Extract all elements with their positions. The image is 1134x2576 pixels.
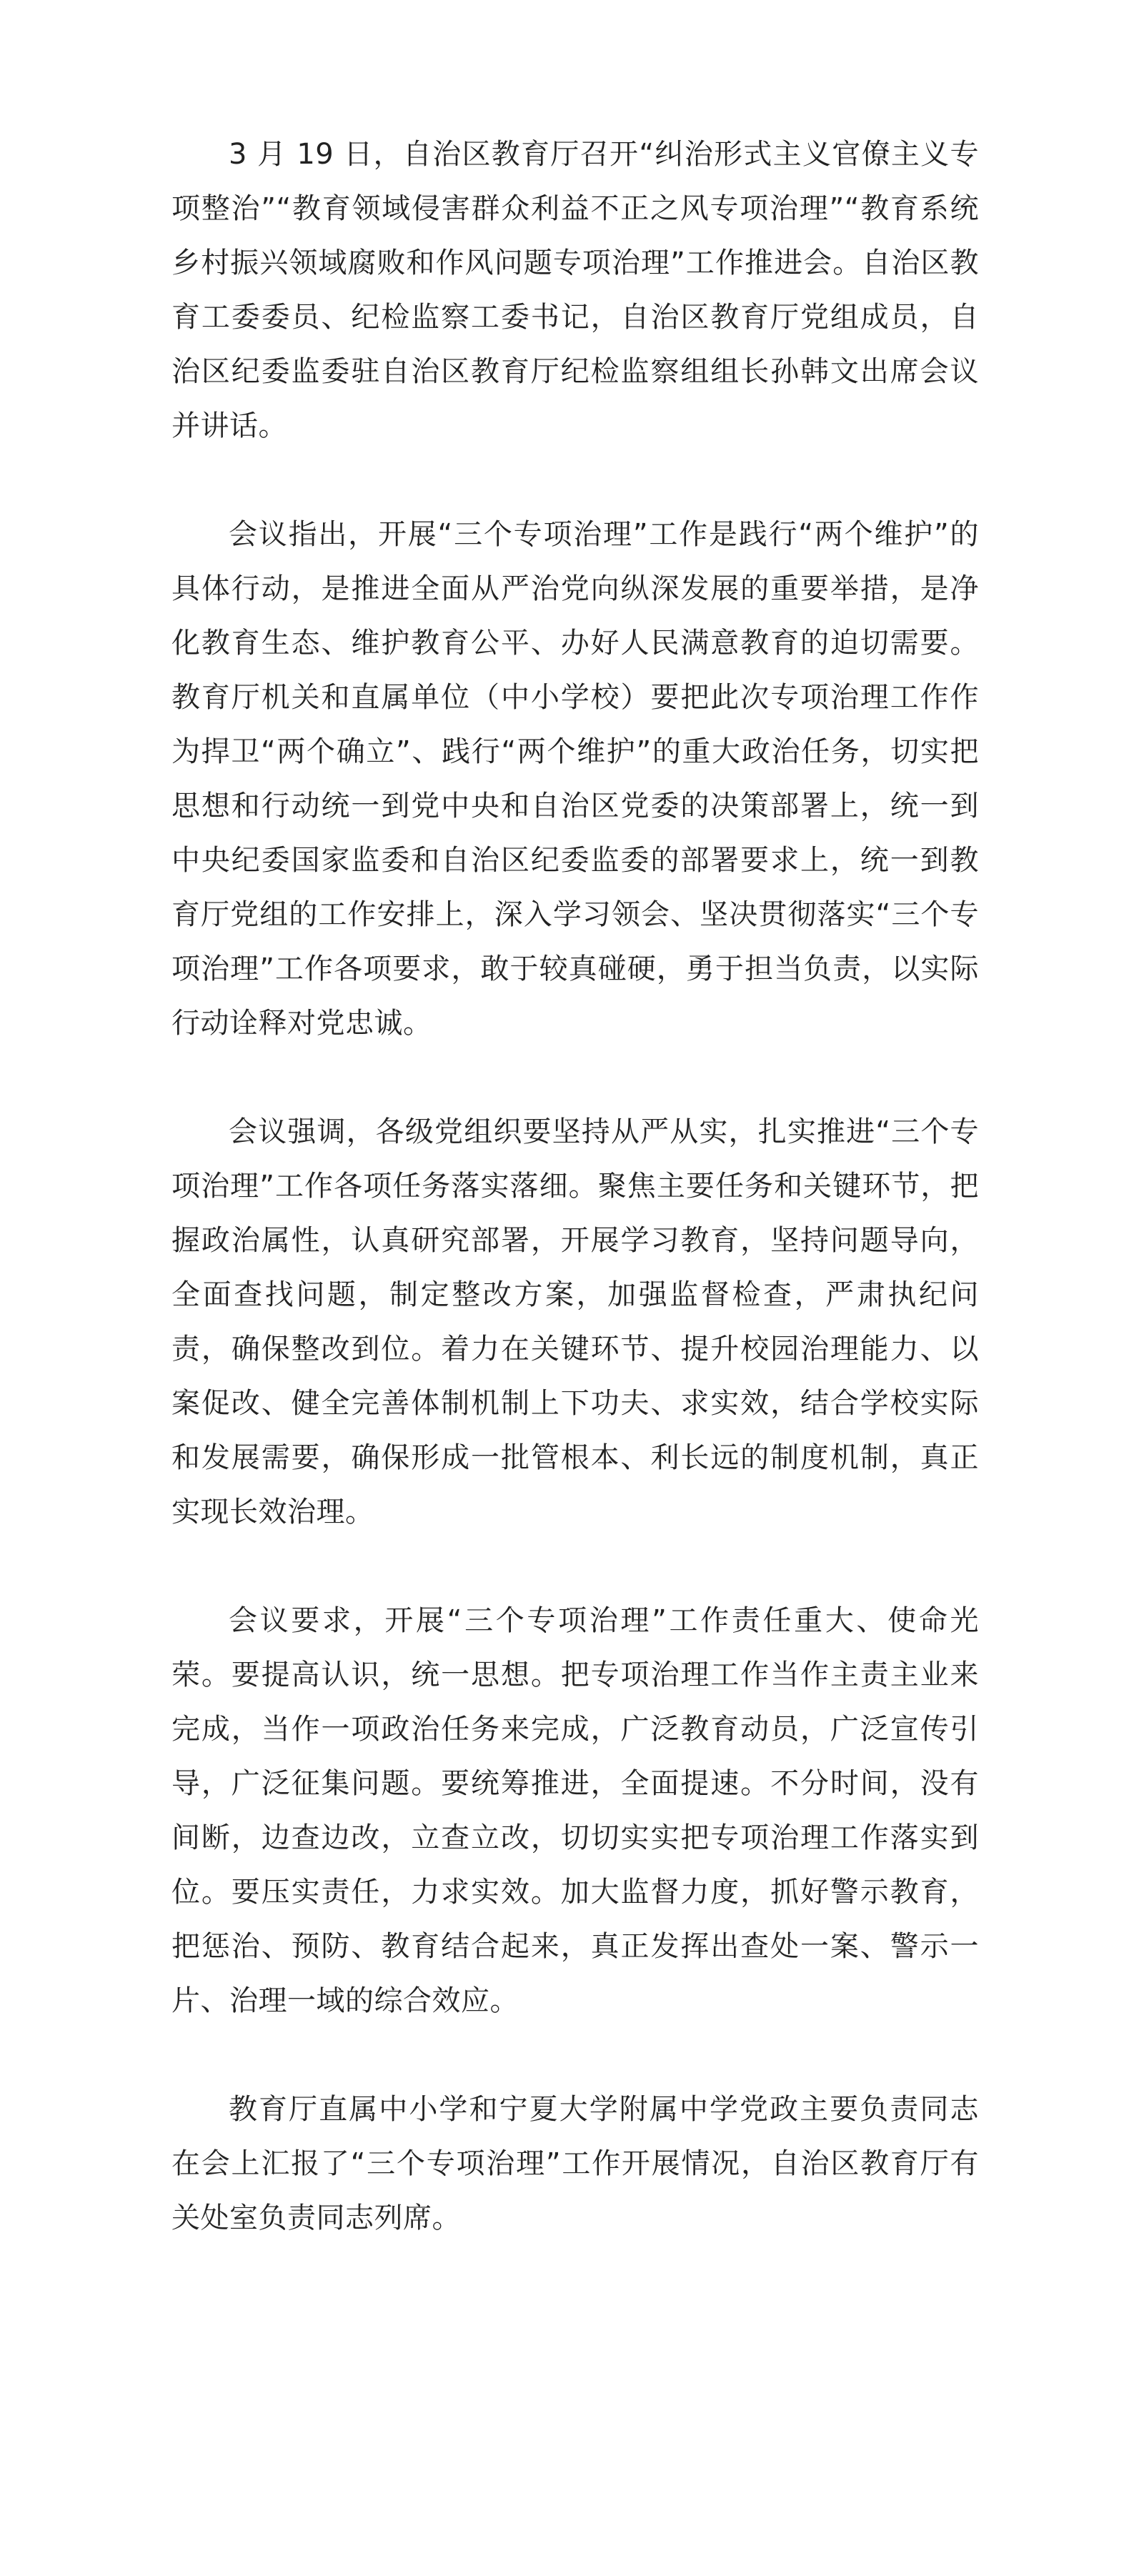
- article-paragraph-2: 会议指出，开展“三个专项治理”工作是践行“两个维护”的具体行动，是推进全面从严治党向纵深发展的重要举措，是净化教育生态、维护教育公平、办好人民满意教育的迫切需要。教育厅机关和直属单位（中小学校）要把此次专项治理工作作为捍卫“两个确立”、践行“两个维护”的重大政治任务，切实把思想和行动统一到党中央和自治区党委的决策部署上，统一到中央纪委国家监委和自治区纪委监委的部署要求上，统一到教育厅党组的工作安排上，深入学习领会、坚决贯彻落实“三个专项治理”工作各项要求，敢于较真碰硬，勇于担当负责，以实际行动诠释对党忠诚。: [171, 518, 979, 1040]
- article-paragraph-4: 会议要求，开展“三个专项治理”工作责任重大、使命光荣。要提高认识，统一思想。把专项治理工作当作主责主业来完成，当作一项政治任务来完成，广泛教育动员，广泛宣传引导，广泛征集问题。要统筹推进，全面提速。不分时间，没有间断，边查边改，立查立改，切切实实把专项治理工作落实到位。要压实责任，力求实效。加大监督力度，抓好警示教育，把惩治、预防、教育结合起来，真正发挥出查处一案、警示一片、治理一域的综合效应。: [171, 1604, 979, 2017]
- article-body: [171, 127, 979, 2299]
- article-paragraph-1: 3 月 19 日，自治区教育厅召开“纠治形式主义官僚主义专项整治”“教育领域侵害群众利益不正之风专项治理”“教育系统乡村振兴领域腐败和作风问题专项治理”工作推进会。自治区教育工委委员、纪检监察工委书记，自治区教育厅党组成员，自治区纪委监委驻自治区教育厅纪检监察组组长孙韩文出席会议并讲话。: [171, 138, 979, 442]
- article-paragraph-3: 会议强调，各级党组织要坚持从严从实，扎实推进“三个专项治理”工作各项任务落实落细。聚焦主要任务和关键环节，把握政治属性，认真研究部署，开展学习教育，坚持问题导向，全面查找问题，制定整改方案，加强监督检查，严肃执纪问责，确保整改到位。着力在关键环节、提升校园治理能力、以案促改、健全完善体制机制上下功夫、求实效，结合学校实际和发展需要，确保形成一批管根本、利长远的制度机制，真正实现长效治理。: [171, 1115, 979, 1528]
- article-paragraph-5: 教育厅直属中小学和宁夏大学附属中学党政主要负责同志在会上汇报了“三个专项治理”工作开展情况，自治区教育厅有关处室负责同志列席。: [171, 2093, 979, 2234]
